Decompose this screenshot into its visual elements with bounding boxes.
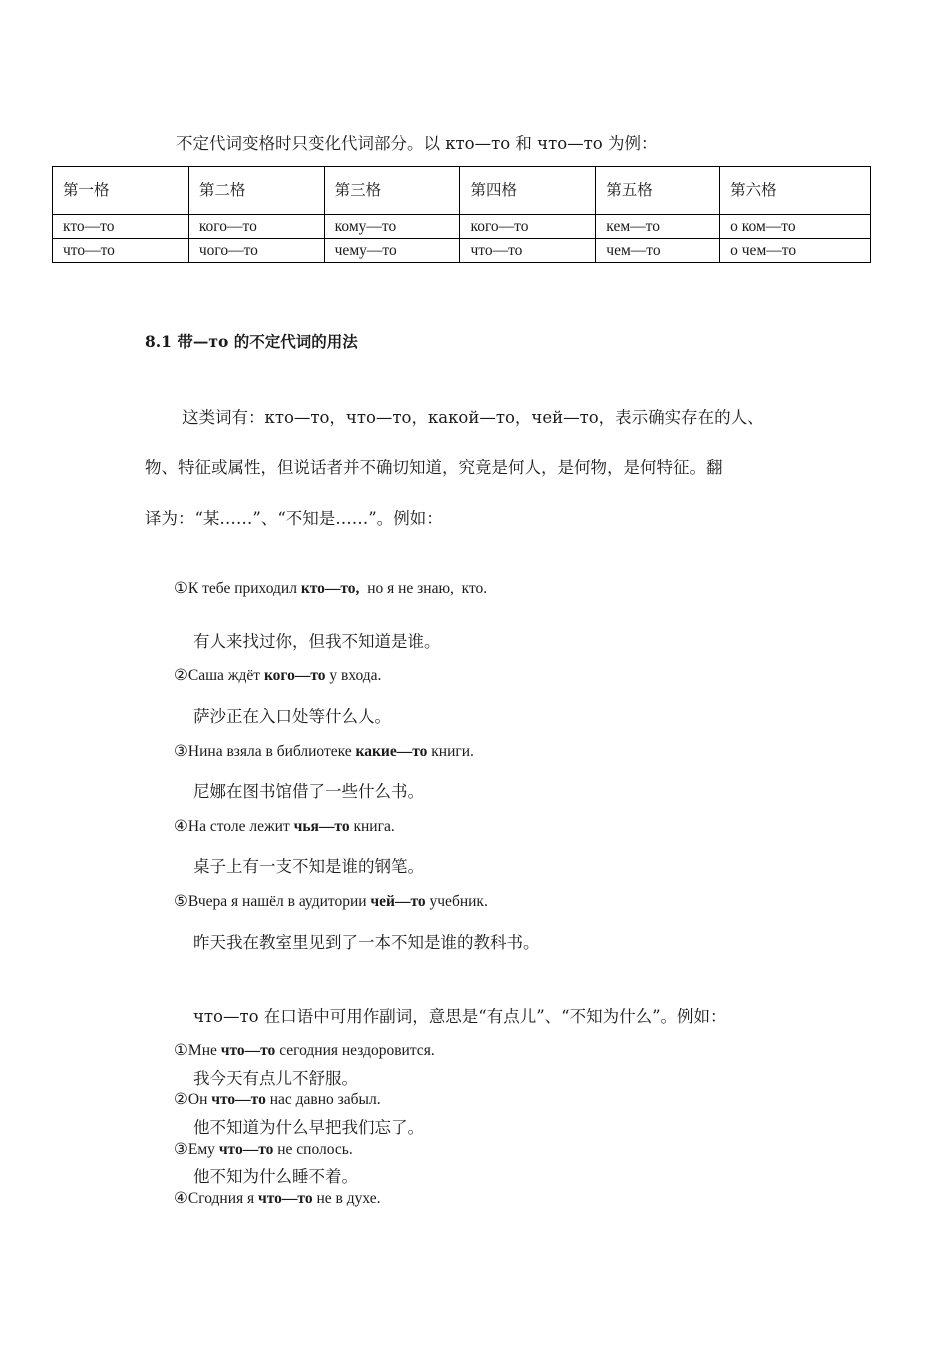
example-text: учебник. [425, 893, 488, 910]
example-translation: 我今天有点儿不舒服。 [193, 1069, 358, 1088]
example-text: К тебе приходил [187, 580, 301, 597]
example-text: Он [187, 1091, 212, 1108]
example-number: ⑤ [174, 892, 188, 910]
example-text: но я не знаю, кто. [359, 580, 488, 597]
example-number: ② [174, 666, 188, 684]
example-sentence [174, 666, 381, 685]
example-keyword: кто—то, [300, 580, 360, 597]
table-cell: о ком—то [720, 215, 871, 239]
example-text: нас давно забыл. [265, 1091, 381, 1108]
example-text: Саша ждёт [187, 667, 264, 684]
example-keyword: что—то [218, 1141, 274, 1158]
example-sentence [174, 892, 488, 911]
table-cell: что—то [460, 239, 596, 263]
example-translation: 萨沙正在入口处等什么人。 [193, 707, 391, 726]
table-cell: что—то [53, 239, 189, 263]
table-header-cell: 第二格 [188, 167, 324, 215]
paragraph-line: 物、特征或属性，但说话者并不确切知道，究竟是何人，是何物，是何特征。翻 [145, 458, 723, 477]
example-text: не в духе. [312, 1190, 381, 1207]
example-text: книги. [427, 743, 474, 760]
table-cell: чого—то [188, 239, 324, 263]
example-keyword: что—то [220, 1042, 276, 1059]
example-number: ① [174, 1041, 188, 1059]
table-cell: чем—то [596, 239, 720, 263]
paragraph-line: 这类词有：кто—то，что—то，какой—то，чей—то，表示确实存在的人、 [182, 408, 764, 427]
example-keyword: чья—то [293, 818, 350, 835]
example-text: книга. [349, 818, 395, 835]
example-translation: 他不知为什么睡不着。 [193, 1167, 358, 1186]
example-number: ③ [174, 1140, 188, 1158]
example-number: ① [174, 579, 188, 597]
example-text: не сполось. [273, 1141, 353, 1158]
table-header-cell: 第六格 [720, 167, 871, 215]
example-text: На столе лежит [187, 818, 294, 835]
example-translation: 昨天我在教室里见到了一本不知是谁的教科书。 [193, 933, 540, 952]
table-row [53, 239, 871, 263]
example-text: Сгодния я [187, 1190, 259, 1207]
example-translation: 有人来找过你，但我不知道是谁。 [193, 632, 441, 651]
example-number: ④ [174, 1189, 188, 1207]
table-row [53, 215, 871, 239]
example-keyword: какие—то [355, 743, 428, 760]
example-sentence [174, 817, 395, 836]
table-cell: чему—то [324, 239, 460, 263]
example-text: сегодния нездоровится. [275, 1042, 435, 1059]
adverb-intro: что—то 在口语中可用作副词，意思是“有点儿”、“不知为什么”。例如： [193, 1007, 727, 1026]
example-sentence [174, 1041, 435, 1060]
example-translation: 尼娜在图书馆借了一些什么书。 [193, 782, 424, 801]
example-text: у входа. [325, 667, 382, 684]
paragraph-line: 译为：“某……”、“不知是……”。例如： [145, 509, 443, 528]
example-sentence [174, 1189, 380, 1208]
table-header-cell: 第四格 [460, 167, 596, 215]
example-keyword: чей—то [370, 893, 426, 910]
table-cell: кого—то [188, 215, 324, 239]
table-cell: кто—то [53, 215, 189, 239]
example-text: Ему [187, 1141, 219, 1158]
example-keyword: что—то [211, 1091, 266, 1108]
declension-table [52, 166, 871, 263]
table-cell: о чем—то [720, 239, 871, 263]
table-cell: кого—то [460, 215, 596, 239]
example-sentence [174, 1090, 381, 1109]
example-sentence [174, 1140, 353, 1159]
table-header-cell: 第三格 [324, 167, 460, 215]
table-header-cell: 第一格 [53, 167, 189, 215]
table-header-row [53, 167, 871, 215]
section-title: 8.1 带—то 的不定代词的用法 [145, 332, 358, 351]
table-cell: кем—то [596, 215, 720, 239]
example-text: Нина взяла в библиотеке [187, 743, 356, 760]
example-sentence [174, 579, 487, 598]
example-translation: 桌子上有一支不知是谁的钢笔。 [193, 857, 424, 876]
table-header-cell: 第五格 [596, 167, 720, 215]
intro-text: 不定代词变格时只变化代词部分。以 кто—то 和 что—то 为例： [176, 134, 658, 153]
example-number: ③ [174, 742, 188, 760]
example-number: ② [174, 1090, 188, 1108]
example-keyword: кого—то [263, 667, 326, 684]
example-keyword: что—то [258, 1190, 313, 1207]
table-cell: кому—то [324, 215, 460, 239]
example-translation: 他不知道为什么早把我们忘了。 [193, 1118, 424, 1137]
example-text: Мне [187, 1042, 221, 1059]
example-sentence [174, 742, 474, 761]
example-text: Вчера я нашёл в аудитории [187, 893, 371, 910]
example-number: ④ [174, 817, 188, 835]
